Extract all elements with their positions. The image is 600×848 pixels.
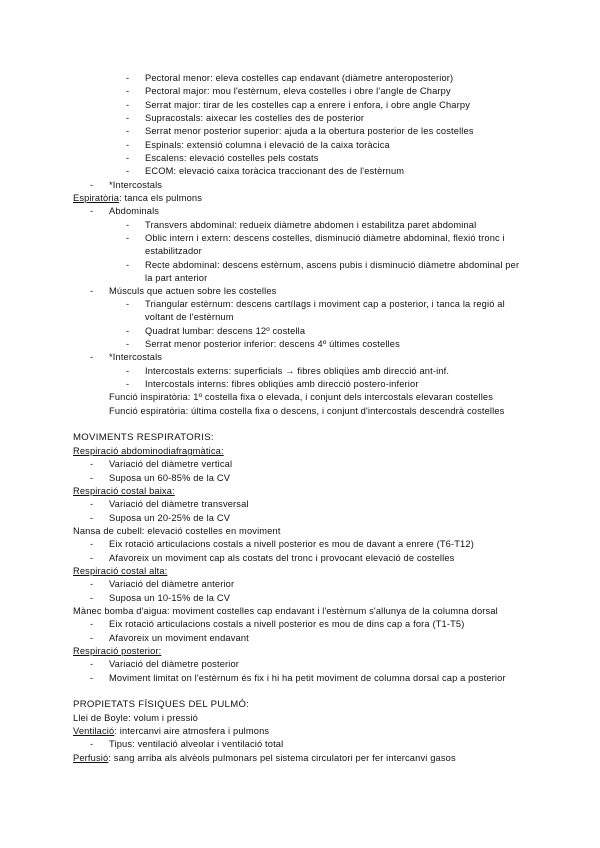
text-line	[73, 525, 528, 538]
line-text: Transvers abdominal: redueix diàmetre abdomen i estabilitza paret abdominal	[145, 220, 477, 230]
line-text: Funció inspiratòria: 1º costella fixa o elevada, i conjunt dels intercostals elevaran costelles	[109, 392, 494, 402]
list-bullet: -	[126, 339, 130, 349]
line-text: Eix rotació articulacions costals a nivell posterior es mou de davant a enrere (T6-T12)	[109, 539, 474, 549]
list-bullet: -	[126, 299, 130, 309]
line-text: PROPIETATS FÍSIQUES DEL PULMÓ:	[73, 699, 250, 710]
line-text: Pectoral major: mou l'estèrnum, eleva costelles i obre l'angle de Charpy	[145, 86, 451, 96]
list-bullet: -	[90, 633, 94, 643]
line-text: *Intercostals	[109, 180, 163, 190]
list-bullet: -	[126, 379, 130, 389]
line-text: Variació del diàmetre transversal	[109, 499, 249, 509]
line-text: Funció espiratòria: última costella fixa o descens, i conjunt d'intercostals descendrà costelles	[109, 406, 505, 416]
list-bullet: -	[90, 499, 94, 509]
list-bullet: -	[90, 739, 94, 749]
list-bullet: -	[90, 206, 94, 216]
underlined-term: Perfusió	[73, 753, 109, 763]
line-text: Respiració costal alta:	[73, 566, 168, 576]
line-text: Respiració costal baixa:	[73, 486, 175, 496]
line-text: Intercostals interns: fibres obliqües amb direcció postero-inferior	[145, 379, 419, 389]
line-text: Moviment limitat on l'estèrnum és fix i hi ha petit moviment de columna dorsal cap a posterior	[109, 673, 506, 683]
line-text: Escalens: elevació costelles pels costats	[145, 153, 319, 163]
line-text: Músculs que actuen sobre les costelles	[109, 286, 277, 296]
line-text: Respiració abdominodiafragmàtica:	[73, 446, 224, 456]
list-bullet: -	[126, 73, 130, 83]
subheading	[73, 445, 528, 458]
line-text: Suposa un 60-85% de la CV	[109, 473, 231, 483]
text-line	[145, 99, 528, 112]
term-description: : sang arriba als alvèols pulmonars pel sistema circulatori per fer intercanvi gasos	[108, 753, 456, 763]
line-text: Afavoreix un moviment endavant	[109, 633, 249, 643]
list-bullet: -	[90, 459, 94, 469]
list-bullet: -	[90, 659, 94, 669]
list-bullet: -	[90, 352, 94, 362]
list-bullet: -	[126, 260, 130, 270]
text-line	[109, 592, 528, 605]
underlined-term: Ventilació	[73, 726, 115, 736]
text-line	[73, 712, 528, 725]
text-line	[145, 72, 528, 85]
line-text: Llei de Boyle: volum i pressió	[73, 713, 198, 723]
list-bullet: -	[90, 539, 94, 549]
text-line	[145, 219, 528, 232]
text-line	[109, 498, 528, 511]
list-bullet: -	[126, 166, 130, 176]
text-line	[109, 351, 528, 364]
text-line	[145, 338, 528, 351]
list-bullet: -	[126, 153, 130, 163]
list-bullet: -	[90, 180, 94, 190]
text-line	[73, 752, 528, 765]
line-text: Variació del diàmetre vertical	[109, 459, 233, 469]
line-text: Triangular estèrnum: descens cartílags i moviment cap a posterior, i tanca la regió al voltant de l'estèrnum	[145, 299, 505, 322]
line-text: Nansa de cubell: elevació costelles en moviment	[73, 526, 281, 536]
section-heading	[73, 431, 528, 444]
text-line	[109, 618, 528, 631]
subheading	[73, 485, 528, 498]
list-bullet: -	[90, 673, 94, 683]
text-line	[145, 259, 528, 285]
text-line	[145, 112, 528, 125]
list-bullet: -	[90, 553, 94, 563]
text-line	[145, 325, 528, 338]
line-text: Variació del diàmetre posterior	[109, 659, 240, 669]
list-bullet: -	[90, 473, 94, 483]
list-bullet: -	[90, 579, 94, 589]
line-text: Serrat menor posterior inferior: descens 4º últimes costelles	[145, 339, 400, 349]
list-bullet: -	[126, 86, 130, 96]
text-line	[145, 125, 528, 138]
text-line	[109, 672, 528, 685]
list-bullet: -	[126, 113, 130, 123]
text-line	[109, 285, 528, 298]
line-text: Espinals: extensió columna i elevació de la caixa toràcica	[145, 140, 390, 150]
text-line	[109, 738, 528, 751]
text-line	[109, 632, 528, 645]
text-line	[73, 725, 528, 738]
text-line	[73, 192, 528, 205]
list-bullet: -	[126, 233, 130, 243]
line-text: Oblic intern i extern: descens costelles, disminució diàmetre abdominal, flexió tronc i estabilitzador	[145, 233, 505, 256]
text-line	[109, 578, 528, 591]
line-text: Quadrat lumbar: descens 12º costella	[145, 326, 306, 336]
line-text: *Intercostals	[109, 352, 163, 362]
text-line	[145, 365, 528, 378]
text-line	[109, 405, 528, 418]
line-text: Respiració posterior:	[73, 646, 162, 656]
line-text: Intercostals externs: superficials → fibres obliqües amb direcció ant-inf.	[145, 366, 450, 376]
line-text: Eix rotació articulacions costals a nivell posterior es mou de dins cap a fora (T1-T5)	[109, 619, 465, 629]
list-bullet: -	[126, 126, 130, 136]
text-line	[109, 512, 528, 525]
text-line	[145, 165, 528, 178]
text-line	[73, 605, 528, 618]
text-line	[145, 152, 528, 165]
term-description: : tanca els pulmons	[119, 193, 203, 203]
line-text: Abdominals	[109, 206, 160, 216]
subheading	[73, 565, 528, 578]
line-text: Variació del diàmetre anterior	[109, 579, 235, 589]
list-bullet: -	[90, 593, 94, 603]
list-bullet: -	[126, 100, 130, 110]
line-text: Afavoreix un moviment cap als costats del tronc i provocant elevació de costelles	[109, 553, 455, 563]
text-line	[109, 179, 528, 192]
text-line	[109, 472, 528, 485]
list-bullet: -	[126, 220, 130, 230]
text-line	[109, 205, 528, 218]
line-text: Suposa un 10-15% de la CV	[109, 593, 231, 603]
text-line	[145, 298, 528, 324]
term-description: : intercanvi aire atmosfera i pulmons	[114, 726, 270, 736]
text-line	[109, 391, 528, 404]
line-text: Suposa un 20-25% de la CV	[109, 513, 231, 523]
line-text: Supracostals: aixecar les costelles des de posterior	[145, 113, 365, 123]
list-bullet: -	[90, 286, 94, 296]
line-text: MOVIMENTS RESPIRATORIS:	[73, 432, 214, 443]
text-line	[109, 552, 528, 565]
text-line	[109, 658, 528, 671]
line-text: ECOM: elevació caixa toràcica traccionant des de l'estèrnum	[145, 166, 405, 176]
text-line	[145, 139, 528, 152]
text-line	[109, 458, 528, 471]
list-bullet: -	[126, 366, 130, 376]
line-text: Mànec bomba d'aigua: moviment costelles cap endavant i l'estèrnum s'allunya de la columna dorsal	[73, 606, 498, 616]
underlined-term: Espiratòria	[73, 193, 120, 203]
text-line	[145, 232, 528, 258]
list-bullet: -	[90, 513, 94, 523]
section-heading	[73, 698, 528, 711]
text-line	[109, 538, 528, 551]
line-text: Pectoral menor: eleva costelles cap endavant (diàmetre anteroposterior)	[145, 73, 454, 83]
line-text: Recte abdominal: descens estèrnum, ascens pubis i disminució diàmetre abdominal per la part anterior	[145, 260, 520, 283]
subheading	[73, 645, 528, 658]
line-text: Serrat major: tirar de les costelles cap a enrere i enfora, i obre angle Charpy	[145, 100, 470, 110]
text-line	[145, 378, 528, 391]
text-line	[145, 85, 528, 98]
list-bullet: -	[126, 326, 130, 336]
line-text: Serrat menor posterior superior: ajuda a la obertura posterior de les costelles	[145, 126, 474, 136]
list-bullet: -	[126, 140, 130, 150]
list-bullet: -	[90, 619, 94, 629]
line-text: Tipus: ventilació alveolar i ventilació total	[109, 739, 284, 749]
